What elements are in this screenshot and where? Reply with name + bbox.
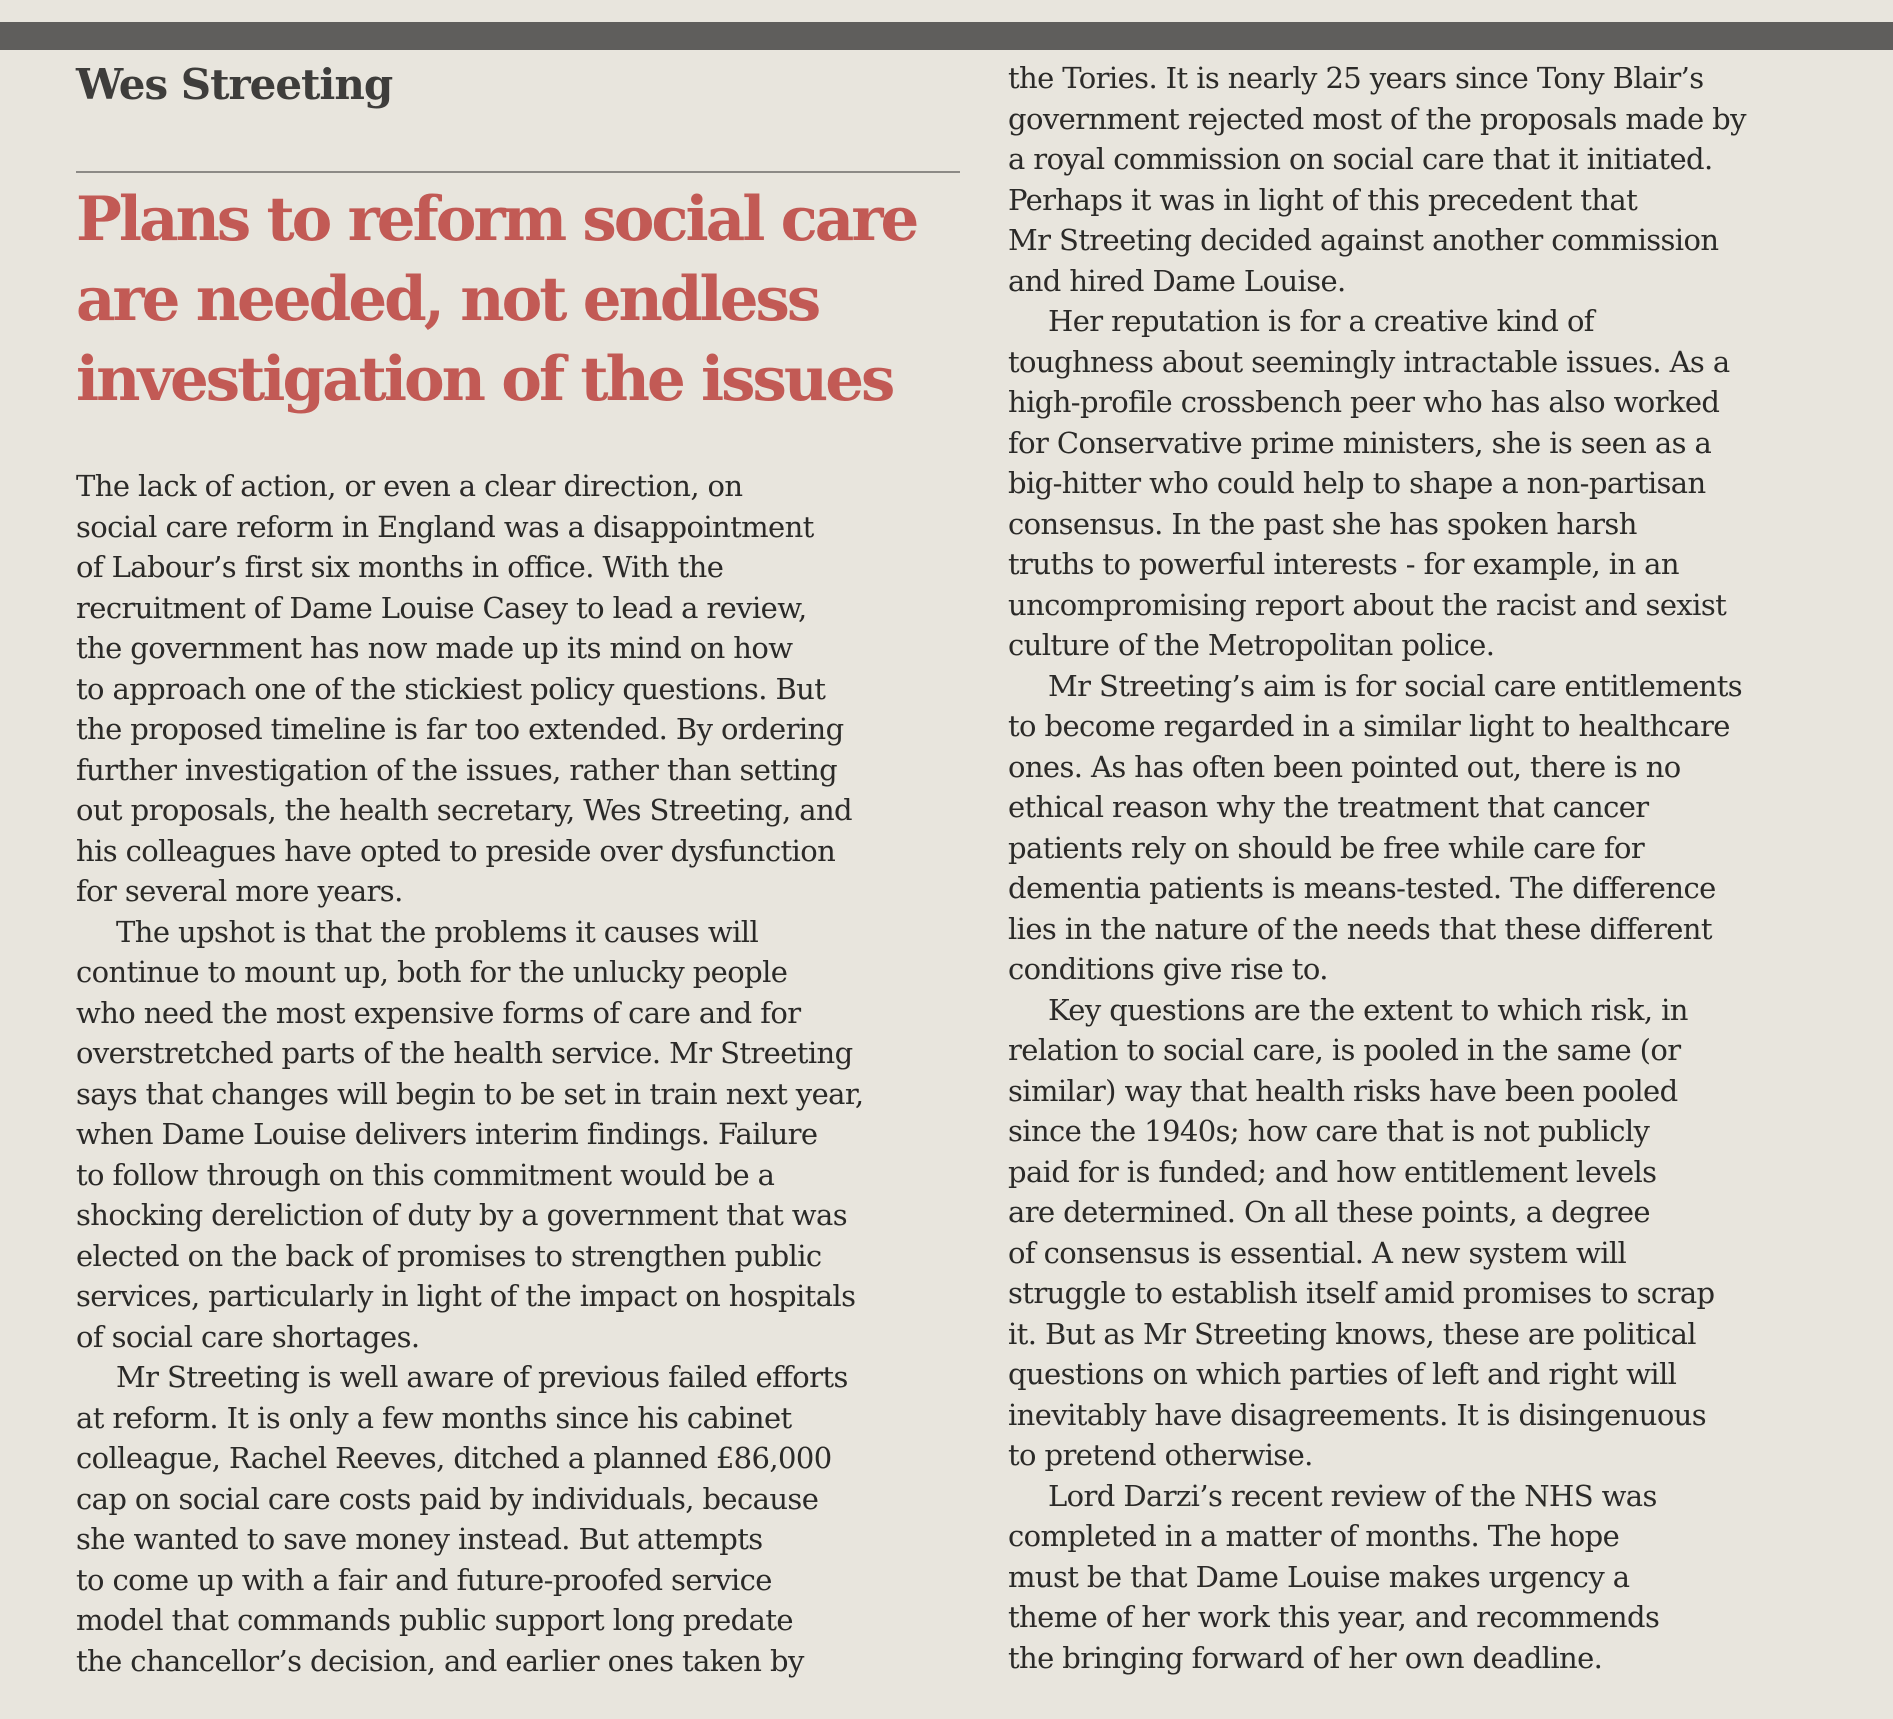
body-line: for several more years. [76, 874, 403, 908]
body-line: to come up with a fair and future-proofed service [76, 1562, 772, 1597]
body-line: Key questions are the extent to which risk, in [1048, 992, 1688, 1027]
body-line: inevitably have disagreements. It is disingenuous [1008, 1397, 1707, 1432]
headline-line: investigation of the issues [76, 344, 893, 415]
body-line: the chancellor’s decision, and earlier ones taken by [76, 1643, 804, 1678]
divider [76, 171, 960, 173]
left-column [76, 466, 966, 1681]
body-line: completed in a matter of months. The hope [1008, 1519, 1620, 1553]
body-line: out proposals, the health secretary, Wes Streeting, and [76, 793, 852, 827]
body-line: at reform. It is only a few months since his cabinet [76, 1400, 792, 1435]
body-line: social care reform in England was a disappointment [76, 509, 814, 544]
headline-line: are needed, not endless [76, 264, 819, 335]
body-line: Her reputation is for a creative kind of [1048, 304, 1594, 338]
body-line: conditions give rise to. [1008, 952, 1328, 986]
right-column [1008, 58, 1868, 1678]
body-line: similar) way that health risks have been pooled [1008, 1073, 1678, 1108]
body-line: shocking dereliction of duty by a government that was [76, 1198, 847, 1232]
body-line: to follow through on this commitment would be a [76, 1157, 775, 1192]
body-line: struggle to establish itself amid promises to scrap [1008, 1276, 1715, 1310]
body-line: of consensus is essential. A new system will [1008, 1235, 1627, 1270]
body-line: cap on social care costs paid by individuals, because [76, 1481, 819, 1516]
body-line: and hired Dame Louise. [1008, 263, 1346, 298]
body-line: Mr Streeting decided against another commission [1008, 223, 1719, 257]
body-line: paid for is funded; and how entitlement levels [1008, 1154, 1657, 1189]
body-line: truths to powerful interests - for example, in an [1008, 547, 1679, 581]
body-line: a royal commission on social care that it initiated. [1008, 142, 1713, 176]
body-line: the Tories. It is nearly 25 years since Tony Blair’s [1008, 61, 1704, 95]
headline [76, 180, 976, 420]
body-line: continue to mount up, both for the unlucky people [76, 955, 788, 989]
kicker: Wes Streeting [76, 60, 393, 109]
body-line: she wanted to save money instead. But attempts [76, 1522, 763, 1556]
body-line: lies in the nature of the needs that these different [1008, 911, 1712, 946]
body-line: big-hitter who could help to shape a non-partisan [1008, 466, 1706, 500]
body-line: Lord Darzi’s recent review of the NHS was [1048, 1478, 1657, 1513]
headline-line: Plans to reform social care [76, 184, 917, 255]
body-line: culture of the Metropolitan police. [1008, 628, 1495, 662]
body-line: when Dame Louise delivers interim findings. Failure [76, 1117, 818, 1151]
body-line: toughness about seemingly intractable issues. As a [1008, 344, 1730, 379]
body-line: The lack of action, or even a clear direction, on [76, 469, 743, 503]
body-line: consensus. In the past she has spoken harsh [1008, 506, 1637, 541]
body-line: his colleagues have opted to preside over dysfunction [76, 833, 836, 868]
body-line: it. But as Mr Streeting knows, these are political [1008, 1316, 1696, 1351]
body-line: the bringing forward of her own deadline. [1008, 1640, 1603, 1675]
body-line: Perhaps it was in light of this precedent that [1008, 182, 1638, 217]
body-line: who need the most expensive forms of care and for [76, 995, 801, 1030]
body-line: to become regarded in a similar light to healthcare [1008, 709, 1730, 743]
body-line: model that commands public support long predate [76, 1603, 793, 1637]
body-line: uncompromising report about the racist and sexist [1008, 587, 1727, 622]
body-line: dementia patients is means-tested. The difference [1008, 871, 1716, 905]
body-line: patients rely on should be free while care for [1008, 830, 1645, 865]
body-line: colleague, Rachel Reeves, ditched a planned £86,000 [76, 1441, 832, 1475]
body-line: ones. As has often been pointed out, there is no [1008, 749, 1681, 784]
body-line: of Labour’s first six months in office. With the [76, 550, 724, 584]
body-line: are determined. On all these points, a degree [1008, 1195, 1650, 1229]
body-line: ethical reason why the treatment that cancer [1008, 790, 1649, 824]
body-line: Mr Streeting’s aim is for social care entitlements [1048, 668, 1743, 703]
body-line: the government has now made up its mind on how [76, 631, 793, 665]
body-line: must be that Dame Louise makes urgency a [1008, 1559, 1630, 1594]
body-line: for Conservative prime ministers, she is seen as a [1008, 425, 1712, 460]
body-line: Mr Streeting is well aware of previous failed efforts [116, 1360, 848, 1394]
body-line: relation to social care, is pooled in the same (or [1008, 1033, 1681, 1067]
body-line: further investigation of the issues, rather than setting [76, 752, 838, 787]
body-line: elected on the back of promises to strengthen public [76, 1238, 822, 1273]
body-line: of social care shortages. [76, 1319, 420, 1354]
body-line: recruitment of Dame Louise Casey to lead a review, [76, 590, 807, 625]
body-line: the proposed timeline is far too extended. By ordering [76, 712, 844, 746]
body-line: theme of her work this year, and recommends [1008, 1600, 1660, 1634]
body-line: since the 1940s; how care that is not publicly [1008, 1114, 1650, 1148]
body-line: to pretend otherwise. [1008, 1438, 1313, 1472]
top-rule-bar [0, 22, 1893, 50]
body-line: The upshot is that the problems it causes will [116, 914, 759, 949]
body-line: high-profile crossbench peer who has also worked [1008, 385, 1720, 419]
body-line: government rejected most of the proposals made by [1008, 101, 1746, 136]
body-line: overstretched parts of the health service. Mr Streeting [76, 1036, 853, 1070]
body-line: says that changes will begin to be set in train next year, [76, 1076, 864, 1111]
body-line: services, particularly in light of the impact on hospitals [76, 1279, 856, 1313]
body-line: to approach one of the stickiest policy questions. But [76, 671, 826, 706]
body-line: questions on which parties of left and right will [1008, 1357, 1677, 1391]
